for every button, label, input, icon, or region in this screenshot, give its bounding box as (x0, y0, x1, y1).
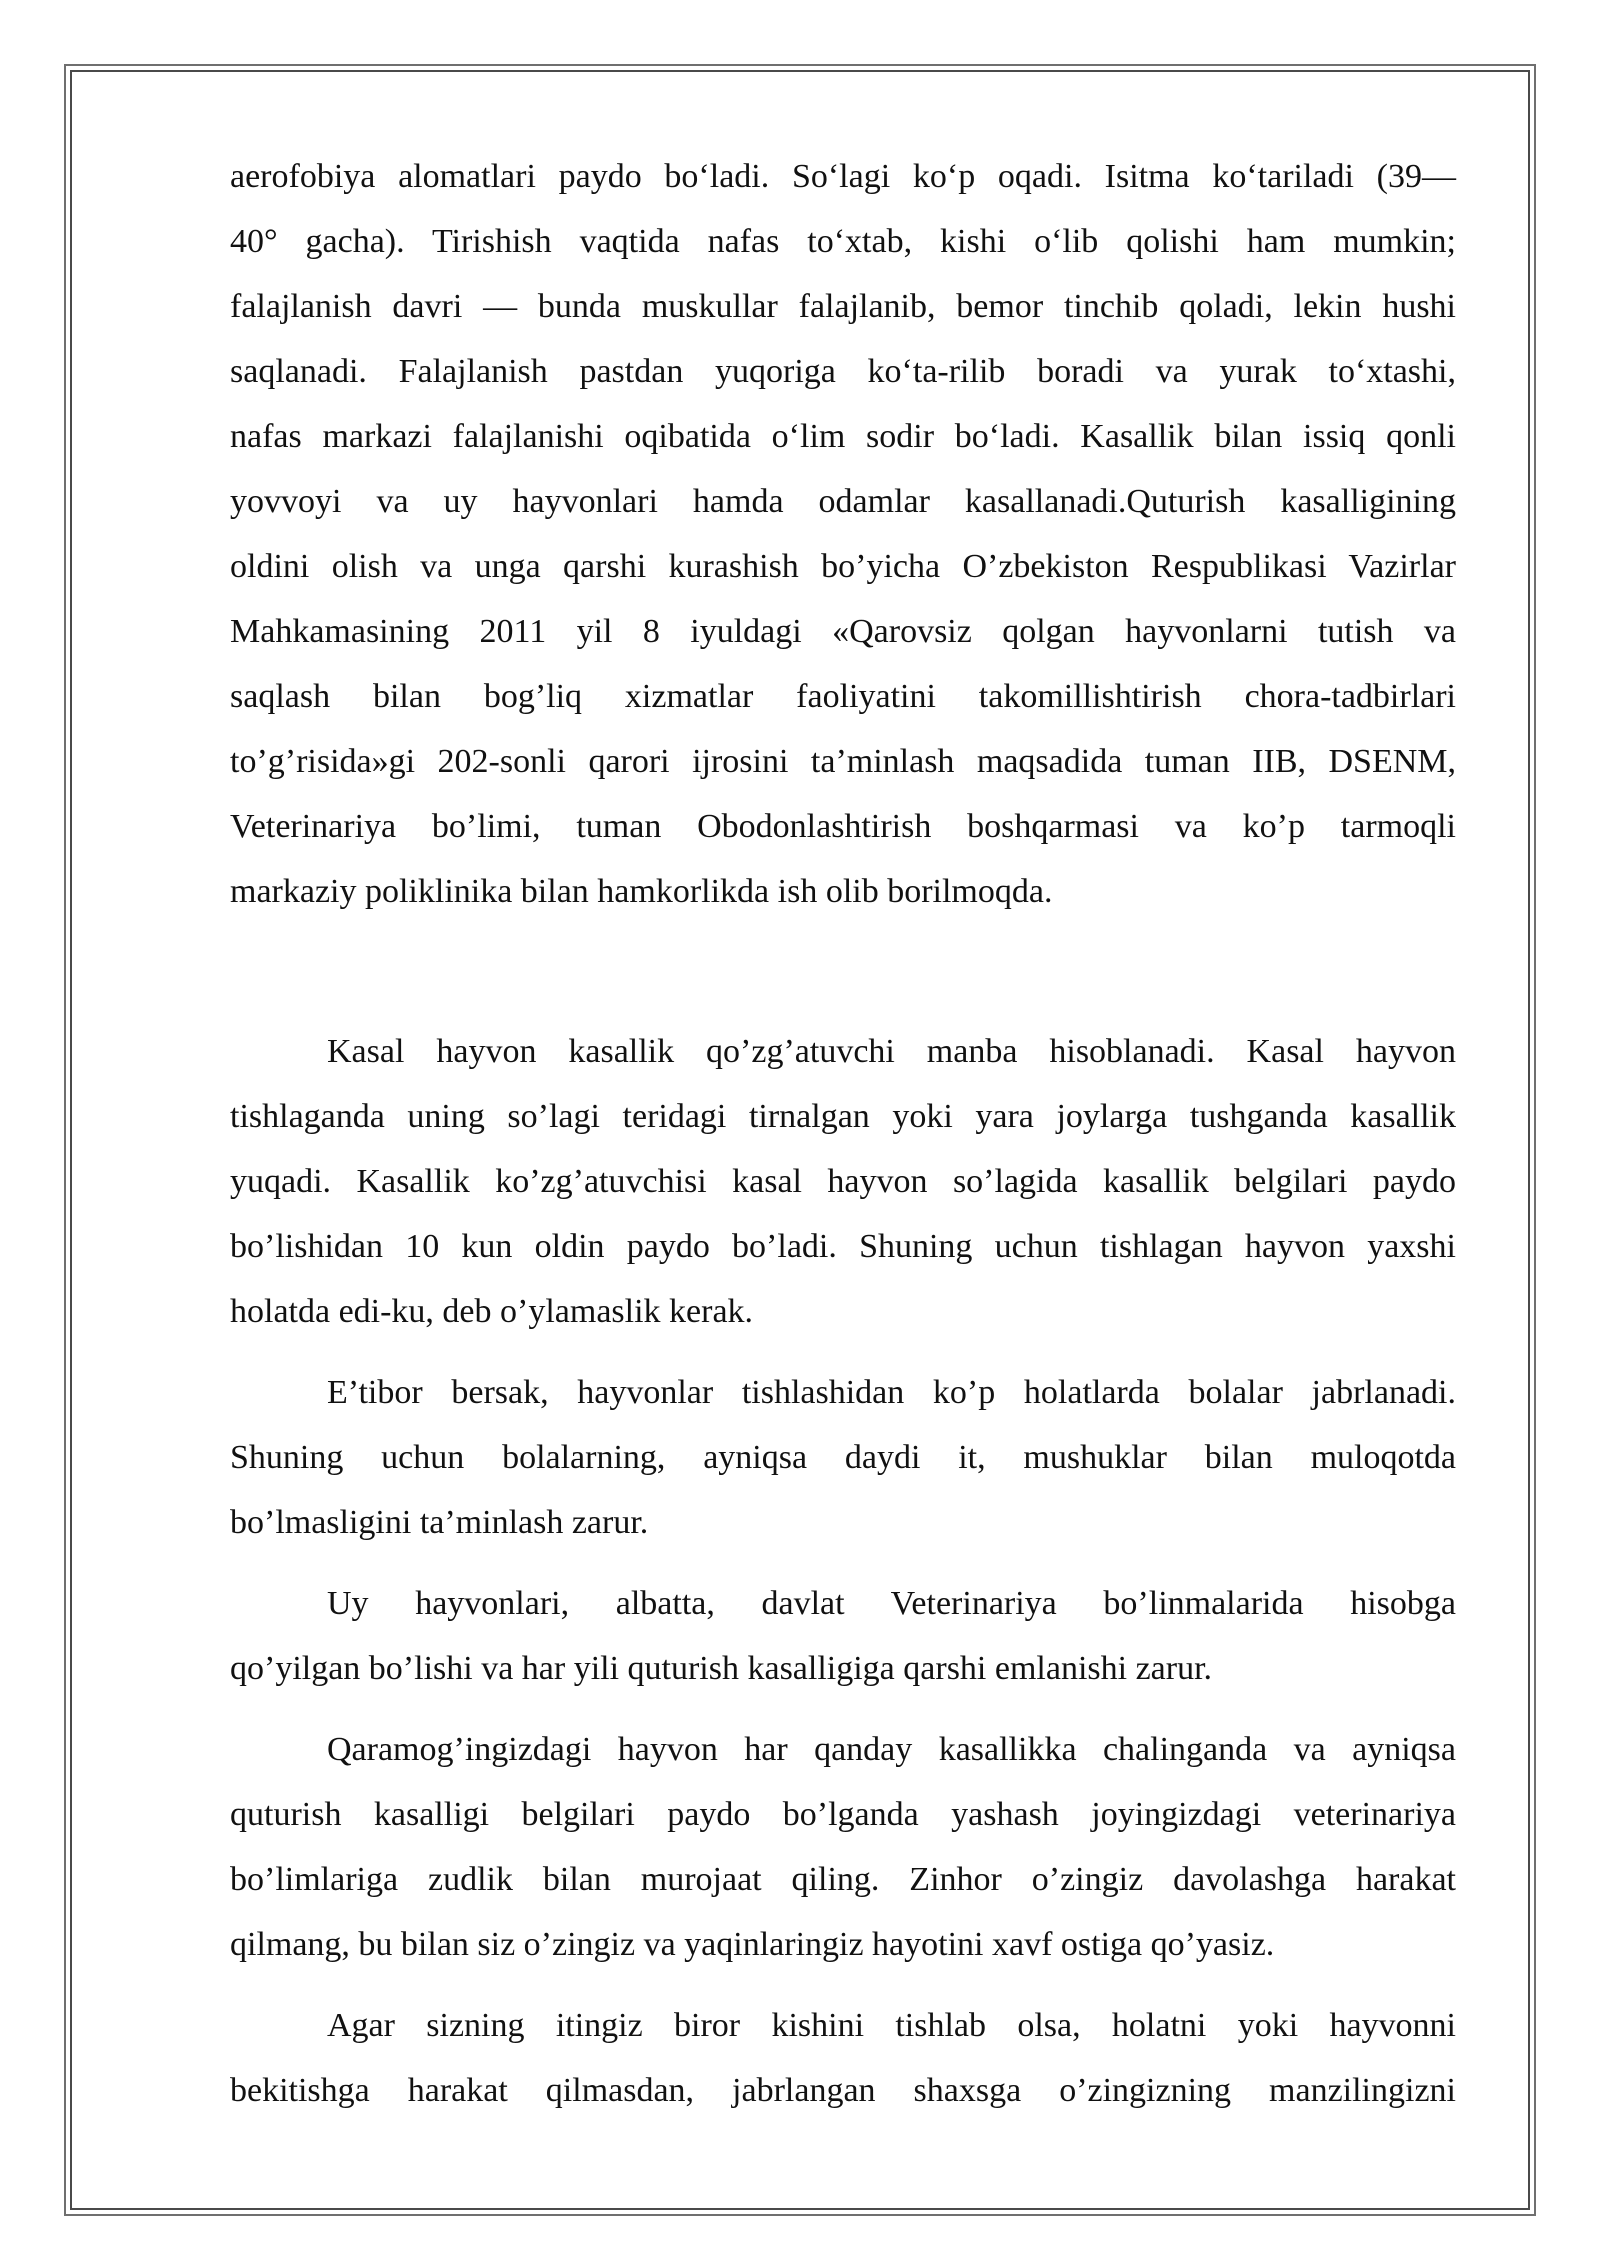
paragraph-1-line-4: saqlanadi. Falajlanish pastdan yuqoriga ko‘ta-rilib boradi va yurak to‘xtashi, (230, 353, 1456, 390)
paragraph-4-line-1: Uy hayvonlari, albatta, davlat Veterinariya bo’linmalarida hisobga (327, 1585, 1456, 1622)
paragraph-4-line-2: qo’yilgan bo’lishi va har yili quturish kasalligiga qarshi emlanishi zarur. (230, 1650, 1213, 1687)
paragraph-1-line-3: falajlanish davri — bunda muskullar falajlanib, bemor tinchib qoladi, lekin hushi (230, 288, 1456, 325)
document-body (230, 0, 1456, 2262)
paragraph-5-line-4: qilmang, bu bilan siz o’zingiz va yaqinlaringiz hayotini xavf ostiga qo’yasiz. (230, 1926, 1275, 1963)
paragraph-6-line-2: bekitishga harakat qilmasdan, jabrlangan shaxsga o’zingizning manzilingizni (230, 2072, 1456, 2109)
paragraph-3-line-3: bo’lmasligini ta’minlash zarur. (230, 1504, 649, 1541)
paragraph-2-line-5: holatda edi-ku, deb o’ylamaslik kerak. (230, 1293, 754, 1330)
paragraph-5-line-2: quturish kasalligi belgilari paydo bo’lganda yashash joyingizdagi veterinariya (230, 1796, 1456, 1833)
paragraph-1-line-12: markaziy poliklinika bilan hamkorlikda ish olib borilmoqda. (230, 873, 1053, 910)
paragraph-5-line-3: bo’limlariga zudlik bilan murojaat qiling. Zinhor o’zingiz davolashga harakat (230, 1861, 1456, 1898)
paragraph-2-line-4: bo’lishidan 10 kun oldin paydo bo’ladi. Shuning uchun tishlagan hayvon yaxshi (230, 1228, 1456, 1265)
paragraph-1-line-10: to’g’risida»gi 202-sonli qarori ijrosini ta’minlash maqsadida tuman IIB, DSENM, (230, 743, 1456, 780)
paragraph-2-line-3: yuqadi. Kasallik ko’zg’atuvchisi kasal hayvon so’lagida kasallik belgilari paydo (230, 1163, 1456, 1200)
paragraph-1-line-9: saqlash bilan bog’liq xizmatlar faoliyatini takomillishtirish chora-tadbirlari (230, 678, 1456, 715)
paragraph-1-line-5: nafas markazi falajlanishi oqibatida o‘lim sodir bo‘ladi. Kasallik bilan issiq qonli (230, 418, 1456, 455)
paragraph-2-line-2: tishlaganda uning so’lagi teridagi tirnalgan yoki yara joylarga tushganda kasallik (230, 1098, 1456, 1135)
paragraph-2-line-1: Kasal hayvon kasallik qo’zg’atuvchi manba hisoblanadi. Kasal hayvon (327, 1033, 1456, 1070)
paragraph-1-line-8: Mahkamasining 2011 yil 8 iyuldagi «Qarovsiz qolgan hayvonlarni tutish va (230, 613, 1456, 650)
paragraph-6-line-1: Agar sizning itingiz biror kishini tishlab olsa, holatni yoki hayvonni (327, 2007, 1456, 2044)
paragraph-1-line-2: 40° gacha). Tirishish vaqtida nafas to‘xtab, kishi o‘lib qolishi ham mumkin; (230, 223, 1456, 260)
paragraph-1-line-7: oldini olish va unga qarshi kurashish bo’yicha O’zbekiston Respublikasi Vazirlar (230, 548, 1456, 585)
paragraph-1-line-6: yovvoyi va uy hayvonlari hamda odamlar kasallanadi.Quturish kasalligining (230, 483, 1456, 520)
paragraph-5-line-1: Qaramog’ingizdagi hayvon har qanday kasallikka chalinganda va ayniqsa (327, 1731, 1456, 1768)
paragraph-3-line-1: E’tibor bersak, hayvonlar tishlashidan ko’p holatlarda bolalar jabrlanadi. (327, 1374, 1456, 1411)
paragraph-3-line-2: Shuning uchun bolalarning, ayniqsa daydi it, mushuklar bilan muloqotda (230, 1439, 1456, 1476)
paragraph-1-line-11: Veterinariya bo’limi, tuman Obodonlashtirish boshqarmasi va ko’p tarmoqli (230, 808, 1456, 845)
paragraph-1-line-1: aerofobiya alomatlari paydo bo‘ladi. So‘lagi ko‘p oqadi. Isitma ko‘tariladi (39— (230, 158, 1456, 195)
